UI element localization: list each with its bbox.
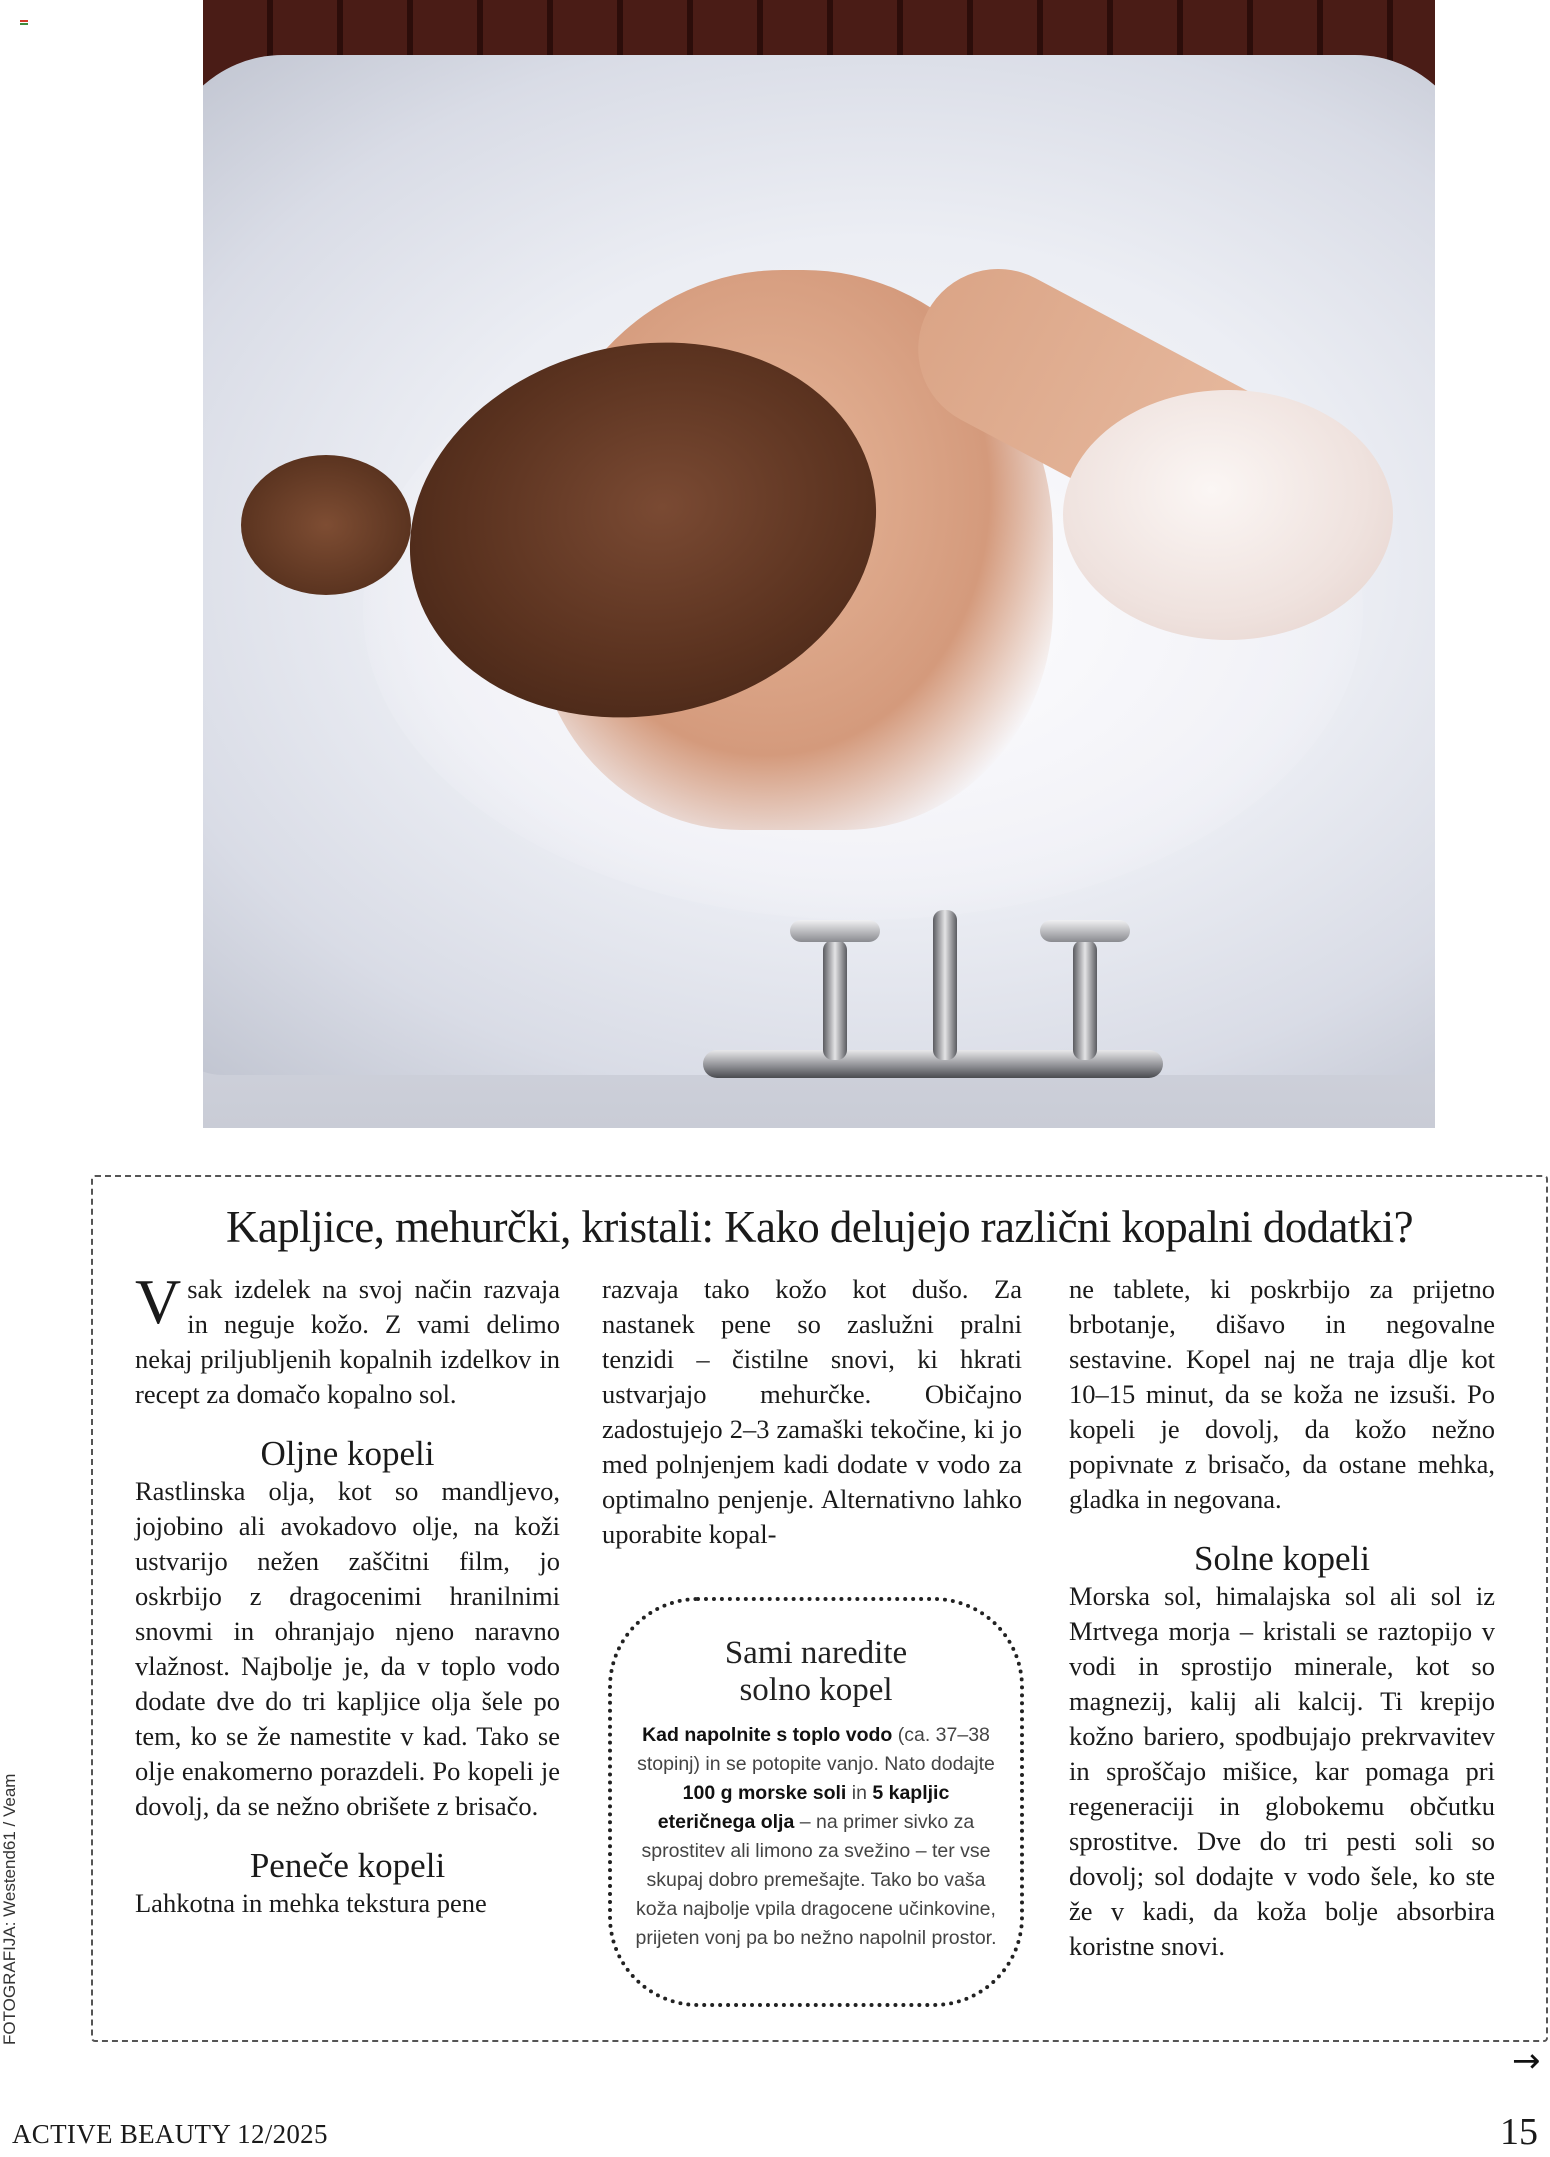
oil-paragraph: Rastlinska olja, kot so mandljevo, jojobino ali avokadovo olje, na koži ustvarijo nežen zaščitni film, jo oskrbijo z dragocenimi hranilnimi snovmi in ohranjajo njeno naravno vlažnost. Najbolje je, da v toplo vodo dodate dve do tri kapljice olja šele po tem, ko se že namestite v kad. Tako se olje enakomerno porazdeli. Po kopeli je dovolj, da se nežno obrišete z brisačo. (135, 1476, 560, 1821)
article-box (91, 1175, 1548, 2042)
recipe-heading: Sami naredite solno kopel (724, 1635, 908, 1708)
tablets-paragraph: ne tablete, ki poskrbijo za prijetno brbotanje, dišavo in negovalne sestavine. Kopel naj ne traja dlje kot 10–15 minut, da se koža ne izsuši. Po kopeli je dovolj, da kožo nežno popivnate z brisačo, da ostane mehka, gladka in negovana. (1069, 1274, 1495, 1514)
section-heading-foam: Peneče kopeli (249, 1846, 446, 1885)
intro-text: sak izdelek na svoj način razvaja in neguje kožo. Z vami delimo nekaj priljubljenih kopalnih izdelkov in recept za domačo kopalno sol. (135, 1274, 560, 1409)
faucet-icon (673, 920, 1193, 1128)
article-title: Kapljice, mehurčki, kristali: Kako delujejo različni kopalni dodatki? (226, 1202, 1413, 1252)
page-number: 15 (1500, 2111, 1538, 2153)
foam-paragraph: Lahkotna in mehka tekstura pene (135, 1888, 487, 1918)
hair-bun (241, 455, 411, 595)
column-1 (135, 1266, 560, 1921)
foam-sponge (1063, 390, 1393, 640)
column-3 (1069, 1272, 1495, 1964)
salt-paragraph: Morska sol, himalajska sol ali sol iz Mrtvega morja – kristali se raztopijo v vodi in sprostijo minerale, kot so magnezij, kalij ali kalcij. Ti krepijo kožno bariero, spodbujajo prekrvavitev in sproščajo mišice, kar pomaga pri regeneraciji in globokemu občutku sprostitve. Dve do tri pesti soli so dovolj; sol dodajte v vodo šele, ko ste že v kadi, da koža bolje absorbira koristne snovi. (1069, 1581, 1495, 1961)
magazine-issue: ACTIVE BEAUTY 12/2025 (12, 2119, 328, 2149)
section-heading-oil: Oljne kopeli (260, 1434, 435, 1473)
section-heading-salt: Solne kopeli (1194, 1539, 1370, 1578)
next-page-arrow-icon: → (1512, 2041, 1541, 2081)
intro-paragraph (135, 1266, 560, 1412)
photo-credit: FOTOGRAFIJA: Westend61 / Veam (0, 1773, 19, 2045)
foam-continued-paragraph: razvaja tako kožo kot dušo. Za nastanek pene so zaslužni pralni tenzidi – čistilne snovi, ki hkrati ustvarjajo mehurčke. Običajno zadostujejo 2–3 zamaški tekočine, ki jo med polnjenjem kadi dodate v vodo za optimalno penjenje. Alternativno lahko uporabite kopal- (602, 1274, 1022, 1549)
recipe-text: Kad napolnite s toplo vodo (ca. 37–38 stopinj) in se potopite vanjo. Nato dodajte 100 g morske soli in 5 kapljic eteričnega olja – na primer sivko za sprostitev ali limono za svežino – ter vse skupaj dobro premešajte. Tako bo vaša koža najbolje vpila dragocene učinkovine, prijeten vonj pa bo nežno napolnil prostor. (635, 1724, 997, 1949)
flag-marker-icon (20, 20, 28, 25)
bath-photo (203, 0, 1435, 1128)
column-2 (602, 1272, 1022, 1552)
recipe-box (608, 1597, 1024, 2007)
dropcap: V (135, 1266, 182, 1337)
